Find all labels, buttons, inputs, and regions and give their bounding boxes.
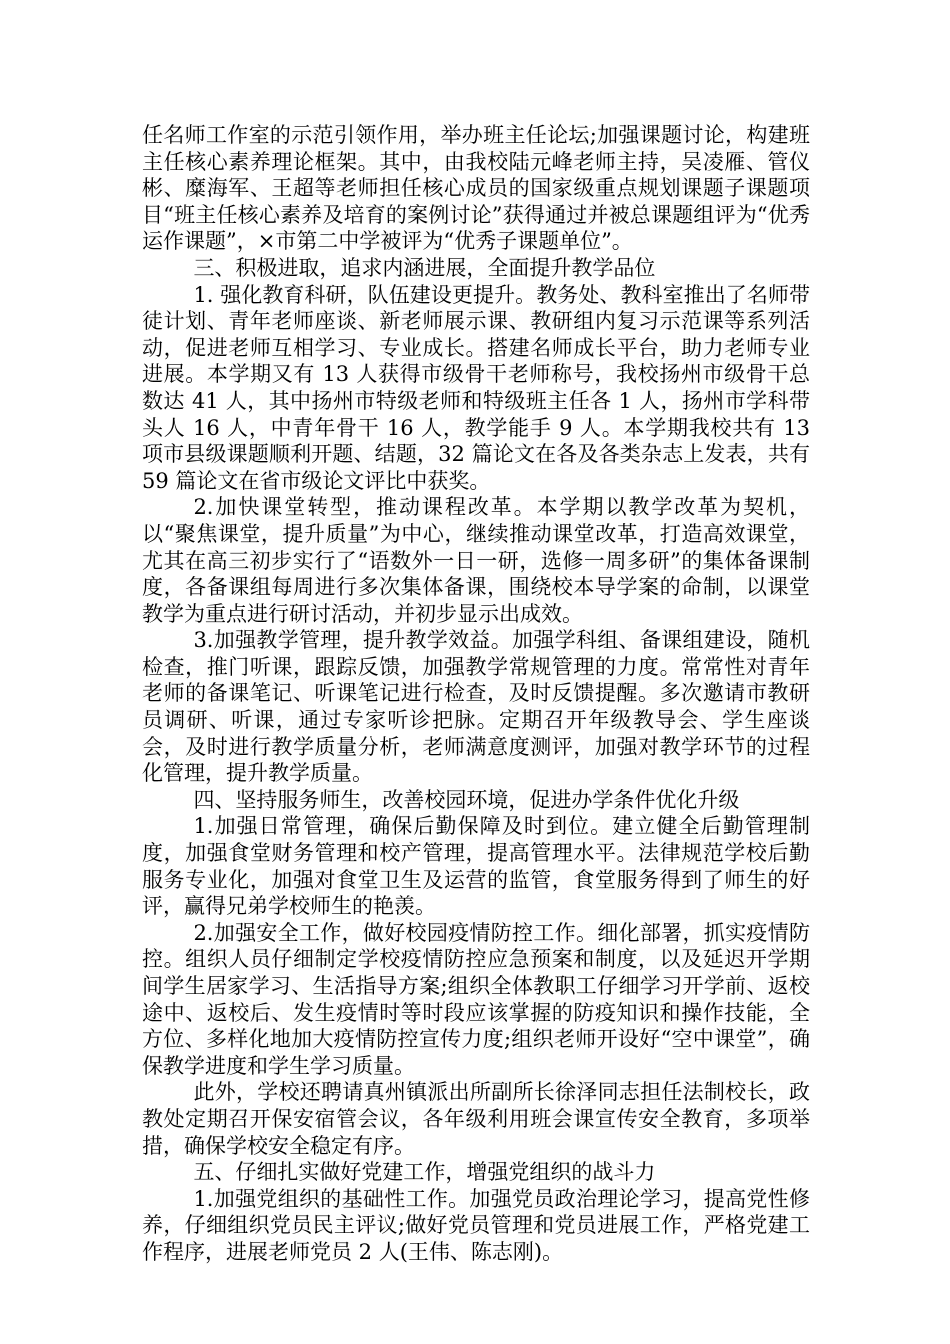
paragraph-logistics: 1.加强日常管理，确保后勤保障及时到位。建立健全后勤管理制度，加强食堂财务管理和校产管理，提高管理水平。法律规范学校后勤服务专业化，加强对食堂卫生及运营的监管，食堂服务得到了师生的好评，赢得兄弟学校师生的艳羡。 (142, 814, 810, 919)
section-heading-3: 三、积极进取，追求内涵进展，全面提升教学品位 (193, 255, 656, 280)
paragraph-legal-education: 此外，学校还聘请真州镇派出所副所长徐泽同志担任法制校长，政教处定期召开保安宿管会议，各年级利用班会课宣传安全教育，多项举措，确保学校安全稳定有序。 (142, 1080, 810, 1158)
paragraph-teaching-management: 3.加强教学管理，提升教学效益。加强学科组、备课组建设，随机检查，推门听课，跟踪反馈，加强教学常规管理的力度。常常性对青年老师的备课笔记、听课笔记进行检查，及时反馈提醒。多次邀请市教研员调研、听课，通过专家听诊把脉。定期召开年级教导会、学生座谈会，及时进行教学质量分析，老师满意度测评，加强对教学环节的过程化管理，提升教学质量。 (142, 628, 810, 786)
section-heading-4: 四、坚持服务师生，改善校园环境，促进办学条件优化升级 (193, 787, 740, 812)
paragraph-research: 1. 强化教育科研，队伍建设更提升。教务处、教科室推出了名师带徒计划、青年老师座谈、新老师展示课、教研组内复习示范课等系列活动，促进老师互相学习、专业成长。搭建名师成长平台，助力老师专业进展。本学期又有 13 人获得市级骨干老师称号，我校扬州市级骨干总数达 41 人，其中扬州市特级老师和特级班主任各 1 人，扬州市学科带头人 16 人，中青年骨干 16 人，教学能手 9 人。本学期我校共有 13 项市县级课题顺利开题、结题，32 篇论文在各及各类杂志上发表，共有 59 篇论文在省市级论文评比中获奖。 (142, 282, 810, 493)
paragraph-continuation: 任名师工作室的示范引领作用，举办班主任论坛;加强课题讨论，构建班主任核心素养理论框架。其中，由我校陆元峰老师主持，吴凌雁、管仪彬、糜海军、王超等老师担任核心成员的国家级重点规划课题子课题项目“班主任核心素养及培育的案例讨论”获得通过并被总课题组评为“优秀运作课题”，×市第二中学被评为“优秀子课题单位”。 (142, 123, 810, 254)
document-body (142, 122, 810, 1266)
section-heading-5: 五、仔细扎实做好党建工作，增强党组织的战斗力 (193, 1160, 656, 1185)
paragraph-classroom-reform: 2.加快课堂转型，推动课程改革。本学期以教学改革为契机，以“聚焦课堂，提升质量”为中心，继续推动课堂改革，打造高效课堂，尤其在高三初步实行了“语数外一日一研，选修一周多研”的集体备课制度，各备课组每周进行多次集体备课，围绕校本导学案的命制，以课堂教学为重点进行研讨活动，并初步显示出成效。 (142, 495, 810, 626)
paragraph-party-building: 1.加强党组织的基础性工作。加强党员政治理论学习，提高党性修养，仔细组织党员民主评议;做好党员管理和党员进展工作，严格党建工作程序，进展老师党员 2 人(王伟、陈志刚)。 (142, 1186, 810, 1264)
paragraph-safety: 2.加强安全工作，做好校园疫情防控工作。细化部署，抓实疫情防控。组织人员仔细制定学校疫情防控应急预案和制度，以及延迟开学期间学生居家学习、生活指导方案;组织全体教职工仔细学习开学前、返校途中、返校后、发生疫情时等时段应该掌握的防疫知识和操作技能，全方位、多样化地加大疫情防控宣传力度;组织老师开设好“空中课堂”，确保教学进度和学生学习质量。 (142, 920, 810, 1078)
